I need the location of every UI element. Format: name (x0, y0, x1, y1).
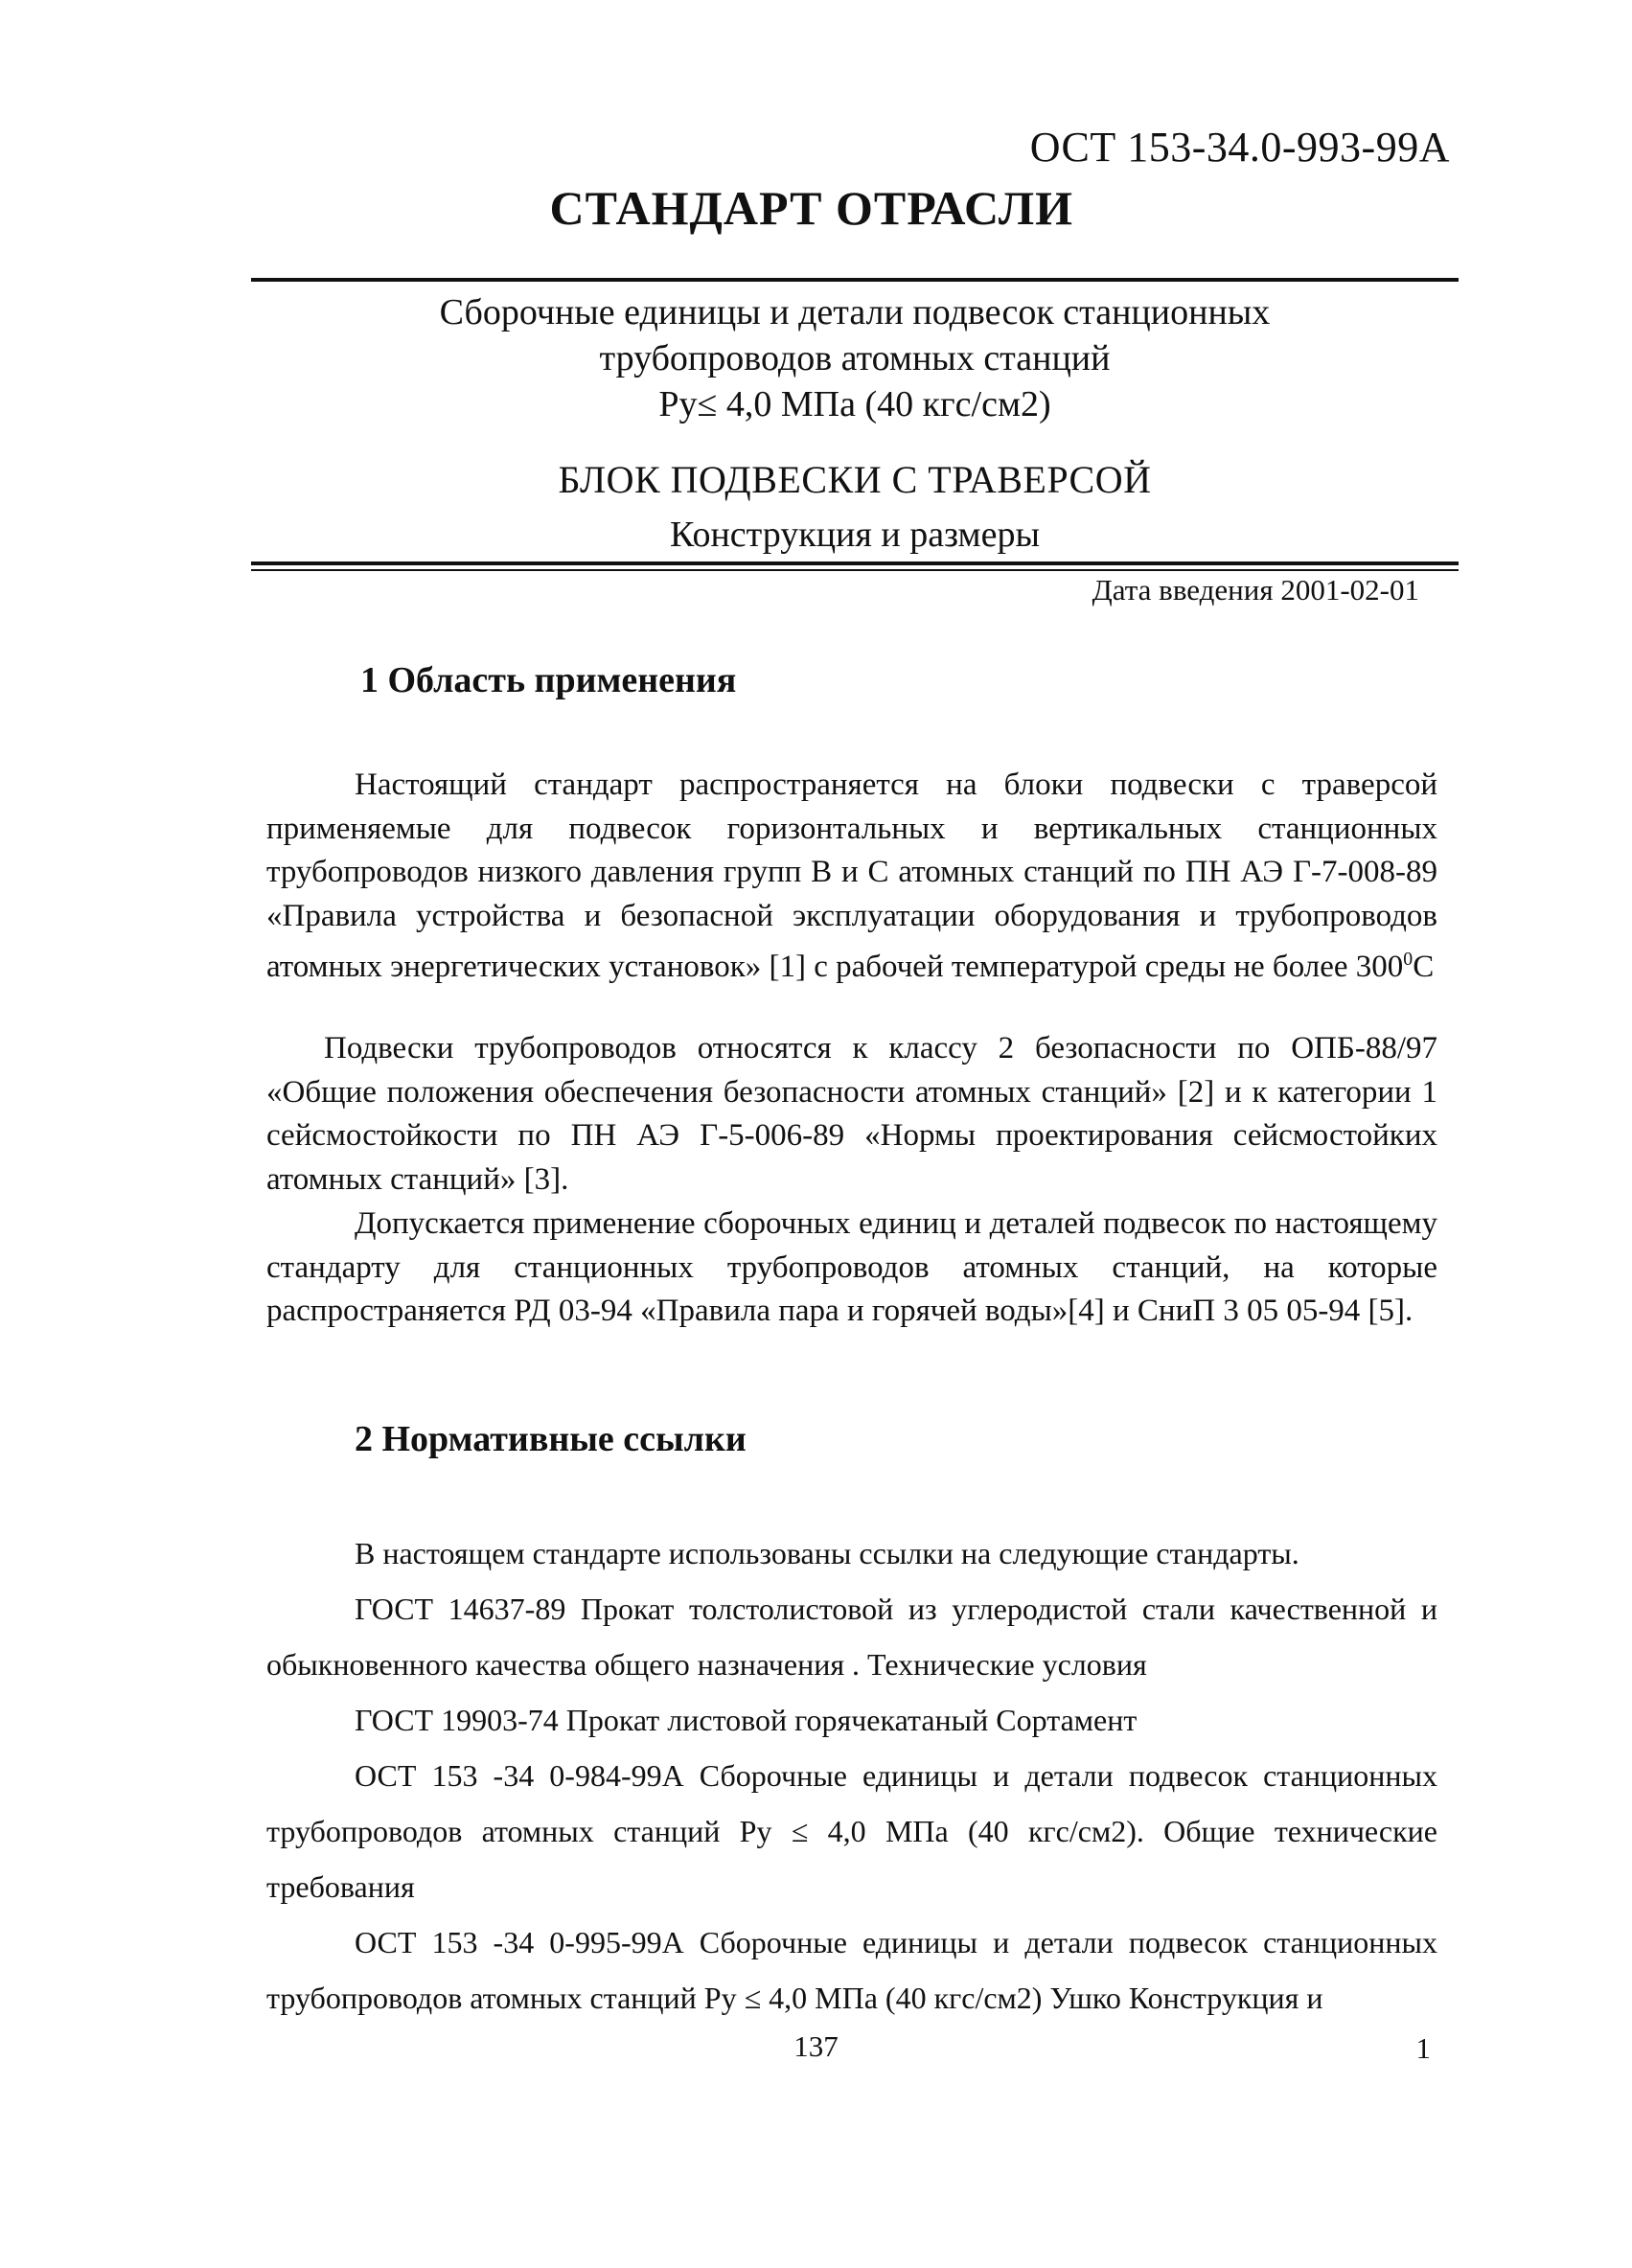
degree-superscript: 0 (1403, 949, 1414, 971)
subject-block (251, 289, 1459, 427)
section-1-paragraph-1 (266, 764, 1437, 990)
section-1-heading: 1 Область применения (360, 660, 737, 700)
section-2-heading: 2 Нормативные ссылки (355, 1419, 747, 1459)
block-title: БЛОК ПОДВЕСКИ С ТРАВЕРСОЙ (558, 458, 1152, 501)
temperature-unit: С (1413, 950, 1435, 985)
subject-line-1: Сборочные единицы и детали подвесок станционных (439, 292, 1271, 332)
bottom-rule-thin (251, 569, 1459, 571)
document-code: ОСТ 153-34.0-993-99А (1029, 124, 1450, 171)
section-1-paragraph-2: Подвески трубопроводов относятся к классу 2 безопасности по ОПБ-88/97 «Общие положения обеспечения безопасности атомных станций» [2] и к категории 1 сейсмостойкости по ПН АЭ Г-5-006-89 «Нормы проектирования сейсмостойких атомных станций» [3]. (266, 1031, 1437, 1197)
reference-ost-984: ОСТ 153 -34 0-984-99А Сборочные единицы и детали подвесок станционных трубопроводов атомных станций Ру ≤ 4,0 МПа (40 кгс/см2). Общие технические требования (266, 1758, 1437, 1904)
reference-gost-14637: ГОСТ 14637-89 Прокат толстолистовой из углеродистой стали качественной и обыкновенного качества общего назначения . Технические условия (266, 1592, 1437, 1682)
top-rule (251, 278, 1459, 282)
page-number: 137 (793, 2029, 839, 2063)
bottom-rule (251, 561, 1459, 565)
subject-line-3: Ру≤ 4,0 МПа (40 кгс/см2) (658, 384, 1051, 424)
block-subtitle: Конструкция и размеры (670, 515, 1040, 555)
standard-title-row (0, 180, 1399, 236)
sheet-number: 1 (1415, 2031, 1431, 2065)
reference-ost-995: ОСТ 153 -34 0-995-99А Сборочные единицы и детали подвесок станционных трубопроводов атомных станций Ру ≤ 4,0 МПа (40 кгс/см2) Ушко Конструкция и (266, 1925, 1437, 2015)
section-1-paragraph-1-text: Настоящий стандарт распространяется на блоки подвески с траверсой применяемые для подвесок горизонтальных и вертикальных станционных трубопроводов низкого давления групп В и С атомных станций по ПН АЭ Г-7-008-89 «Правила устройства и безопасной эксплуатации оборудования и трубопроводов атомных энергетических установок» [1] с рабочей температурой среды не более 300 (266, 767, 1437, 985)
introduction-date: Дата введения 2001-02-01 (1092, 573, 1419, 607)
section-1-paragraph-3: Допускается применение сборочных единиц и деталей подвесок по настоящему стандарту для станционных трубопроводов атомных станций, на которые распространяется РД 03-94 «Правила пара и горячей воды»[4] и СниП 3 05 05-94 [5]. (266, 1206, 1437, 1329)
reference-intro: В настоящем стандарте использованы ссылки на следующие стандарты. (355, 1536, 1299, 1570)
reference-gost-19903: ГОСТ 19903-74 Прокат листовой горячекатаный Сортамент (355, 1703, 1138, 1737)
standard-title: СТАНДАРТ ОТРАСЛИ (549, 181, 1073, 235)
subject-line-2: трубопроводов атомных станций (599, 338, 1111, 378)
